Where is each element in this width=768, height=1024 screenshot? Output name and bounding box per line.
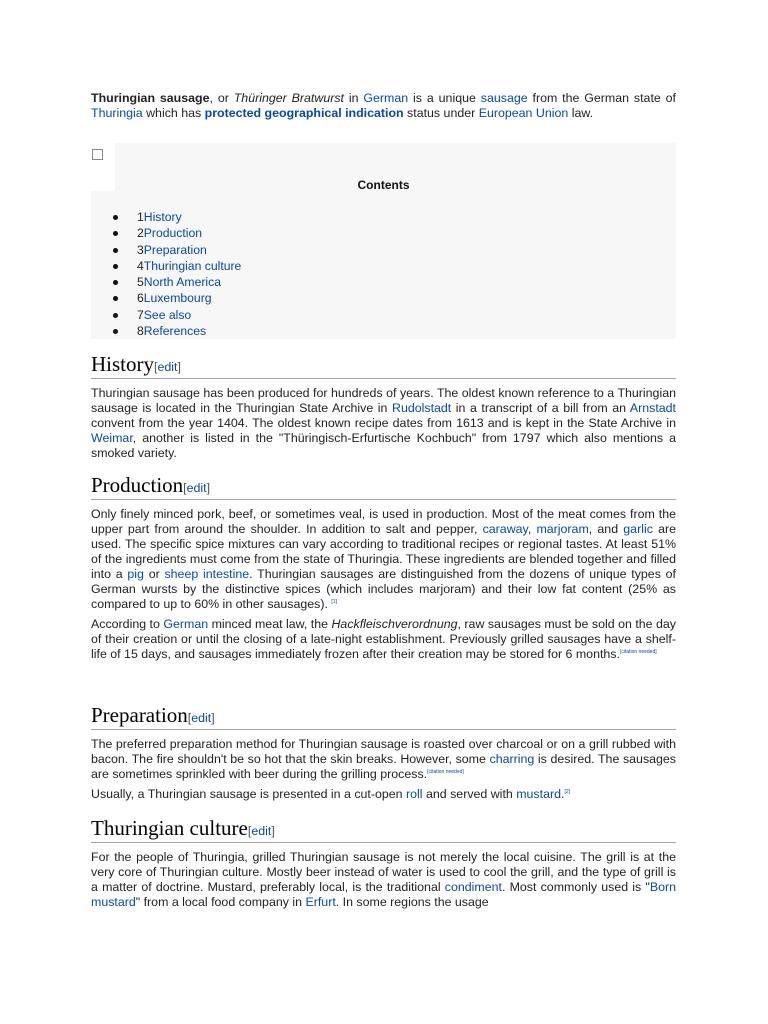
bullet-icon xyxy=(113,231,118,236)
text: convent from the year 1404. The oldest known recipe dates from 1613 and is kept in the State Archive in xyxy=(91,416,676,430)
sheep-link[interactable]: sheep xyxy=(164,567,199,581)
toc-item[interactable] xyxy=(91,323,241,339)
roll-link[interactable]: roll xyxy=(406,787,423,801)
text: For the people of Thuringia, grilled Thuringian sausage is not merely the local cuisine. The grill is at the very core of Thuringian culture. Mostly beer instead of water is used to cool the grill, and the type of grill is a matter of doctrine. Mustard, preferably local, is the traditional xyxy=(91,850,676,894)
toc-title: Contents xyxy=(357,178,410,192)
text: , raw sausages must be sold on the day of their creation or until the closing of a late-night establishment. Previously grilled sausages have a shelf-life of 15 days, and sausages immediately frozen after their creation may be stored for 6 months. xyxy=(91,617,676,661)
reference-1 xyxy=(331,599,337,605)
german-link[interactable]: German xyxy=(363,91,409,105)
born-mustard-link[interactable]: Born mustard xyxy=(91,880,676,909)
citation-needed xyxy=(427,769,464,775)
bracket: ] xyxy=(271,824,275,838)
bullet-icon xyxy=(113,329,118,334)
bullet-icon xyxy=(113,313,118,318)
toc-link[interactable]: Production xyxy=(143,226,203,241)
text: , and xyxy=(588,522,624,536)
edit-link-production[interactable]: edit xyxy=(186,481,207,495)
toc-number: 2 xyxy=(137,226,144,241)
toc-item[interactable] xyxy=(91,242,241,258)
marjoram-link[interactable]: marjoram xyxy=(536,522,589,536)
text: . Thuringian sausages are distinguished from the dozens of unique types of German wursts by the distinctive spices (which includes marjoram) and their low fat content (25% as compared to up to 60% in other sausages). xyxy=(91,567,676,611)
bracket: ] xyxy=(206,481,211,495)
text: . xyxy=(560,787,565,801)
text: is desired. The sausages are sometimes sprinkled with beer during the grilling process. xyxy=(91,752,677,781)
toc-item[interactable] xyxy=(91,307,241,323)
bracket: ] xyxy=(177,360,181,374)
toc-number: 4 xyxy=(137,258,144,273)
toc-number: 7 xyxy=(137,307,144,322)
text: . Most commonly used is " xyxy=(501,880,650,894)
sausage-link[interactable]: sausage xyxy=(480,91,528,105)
pgi-link[interactable]: protected geographical indication xyxy=(204,106,404,120)
citation-needed-link[interactable]: [citation needed] xyxy=(427,768,464,775)
toc-number: 1 xyxy=(137,210,144,224)
toc-item[interactable] xyxy=(91,258,241,274)
bracket: [ xyxy=(247,824,252,838)
toc-toggle-checkbox[interactable] xyxy=(92,149,103,160)
toc-link[interactable]: References xyxy=(143,324,207,339)
toc-link[interactable]: See also xyxy=(143,307,192,322)
arnstadt-link[interactable]: Arnstadt xyxy=(629,401,676,415)
production-paragraph-2 xyxy=(91,617,676,662)
text: law. xyxy=(568,106,594,120)
text: are used. The specific spice mixtures can vary according to traditional recipes or regional tastes. At least 51% of the ingredients must come from the state of Thuringia. These ingredients are blended together and filled into a xyxy=(91,522,676,581)
intro-paragraph xyxy=(91,91,676,121)
toc-number: 3 xyxy=(137,242,144,257)
garlic-link[interactable]: garlic xyxy=(623,522,653,536)
history-paragraph xyxy=(91,386,676,461)
text: According to xyxy=(91,617,164,631)
toc-link[interactable]: History xyxy=(143,210,182,224)
german-link-2[interactable]: German xyxy=(163,617,209,631)
erfurt-link[interactable]: Erfurt xyxy=(305,895,336,909)
culture-section xyxy=(91,850,676,910)
text: " from a local food company in xyxy=(135,895,306,909)
condiment-link[interactable]: condiment xyxy=(444,880,502,894)
law-name: Hackfleischverordnung xyxy=(331,617,458,631)
toc-link[interactable]: Luxembourg xyxy=(143,291,212,306)
preparation-paragraph-2 xyxy=(91,787,676,802)
section-title: History xyxy=(91,352,154,376)
toc-link[interactable]: Preparation xyxy=(143,242,207,257)
reference-link[interactable]: [1] xyxy=(331,598,337,605)
bracket: [ xyxy=(187,711,192,725)
text: which has xyxy=(142,106,205,120)
bullet-icon xyxy=(113,264,118,269)
edit-link-culture[interactable]: edit xyxy=(251,824,272,838)
text: is a unique xyxy=(408,91,481,105)
preparation-section xyxy=(91,737,676,802)
heading-preparation xyxy=(91,703,676,730)
intro-section xyxy=(91,91,676,127)
text: minced meat law, the xyxy=(208,617,332,631)
rudolstadt-link[interactable]: Rudolstadt xyxy=(392,401,452,415)
toc-number: 5 xyxy=(137,275,144,290)
bullet-icon xyxy=(113,215,118,220)
section-title: Production xyxy=(91,473,184,497)
pig-link[interactable]: pig xyxy=(127,567,144,581)
section-title: Preparation xyxy=(91,703,188,727)
text: in a transcript of a bill from an xyxy=(451,401,630,415)
text: from the German state of xyxy=(527,91,677,105)
heading-history xyxy=(91,352,676,379)
text: , or xyxy=(209,91,234,105)
text: and served with xyxy=(422,787,517,801)
bullet-icon xyxy=(113,280,118,285)
toc-link[interactable]: North America xyxy=(143,275,221,290)
toc-item[interactable] xyxy=(91,209,241,225)
caraway-link[interactable]: caraway xyxy=(482,522,528,536)
bracket: ] xyxy=(211,711,215,725)
edit-link-history[interactable]: edit xyxy=(157,360,178,374)
bracket: [ xyxy=(183,481,187,495)
reference-2 xyxy=(564,789,570,795)
toc-list xyxy=(91,209,241,339)
article-term: Thuringian sausage xyxy=(91,91,210,105)
toc-item[interactable] xyxy=(91,274,241,290)
table-of-contents xyxy=(91,143,676,339)
text: in xyxy=(343,91,364,105)
mustard-link[interactable]: mustard xyxy=(516,787,561,801)
bracket: [ xyxy=(154,360,158,374)
edit-link-preparation[interactable]: edit xyxy=(191,711,212,725)
toc-link[interactable]: Thuringian culture xyxy=(143,258,242,273)
weimar-link[interactable]: Weimar xyxy=(91,431,133,445)
production-section xyxy=(91,507,676,662)
european-union-link[interactable]: European Union xyxy=(478,106,569,120)
heading-thuringian-culture xyxy=(91,816,676,843)
text: Thuringian sausage has been produced for hundreds of years. The oldest known reference to a Thuringian sausage is located in the Thuringian State Archive in xyxy=(91,386,676,415)
text: , xyxy=(527,522,537,536)
history-section xyxy=(91,386,676,461)
heading-production xyxy=(91,473,676,500)
text: The preferred preparation method for Thuringian sausage is roasted over charcoal or on a grill rubbed with bacon. The fire shouldn't be so hot that the skin breaks. However, some xyxy=(91,737,676,766)
citation-needed-link[interactable]: [citation needed] xyxy=(619,648,657,655)
toc-item[interactable] xyxy=(91,290,241,306)
bullet-icon xyxy=(113,296,118,301)
text: Usually, a Thuringian sausage is presented in a cut-open xyxy=(91,787,407,801)
preparation-paragraph-1 xyxy=(91,737,676,782)
intestine-link[interactable]: intestine xyxy=(203,567,250,581)
toc-item[interactable] xyxy=(91,225,241,241)
section-title: Thuringian culture xyxy=(91,816,248,840)
text: , another is listed in the "Thüringisch-Erfurtische Kochbuch" from 1797 which also mentions a smoked variety. xyxy=(91,431,676,460)
text: or xyxy=(143,567,165,581)
bullet-icon xyxy=(113,248,118,253)
culture-paragraph xyxy=(91,850,676,910)
toc-number: 8 xyxy=(137,324,144,339)
alt-name: Thüringer Bratwurst xyxy=(233,91,344,105)
production-paragraph-1 xyxy=(91,507,676,612)
toc-number: 6 xyxy=(137,291,144,306)
reference-link[interactable]: [2] xyxy=(564,788,570,795)
thuringia-link[interactable]: Thuringia xyxy=(91,106,143,120)
text: status under xyxy=(403,106,479,120)
text: . In some regions the usage xyxy=(335,895,489,909)
charring-link[interactable]: charring xyxy=(489,752,535,766)
citation-needed xyxy=(620,649,657,655)
text: Only finely minced pork, beef, or sometimes veal, is used in production. Most of the meat comes from the upper part from around the shoulder. In addition to salt and pepper, xyxy=(91,507,676,536)
